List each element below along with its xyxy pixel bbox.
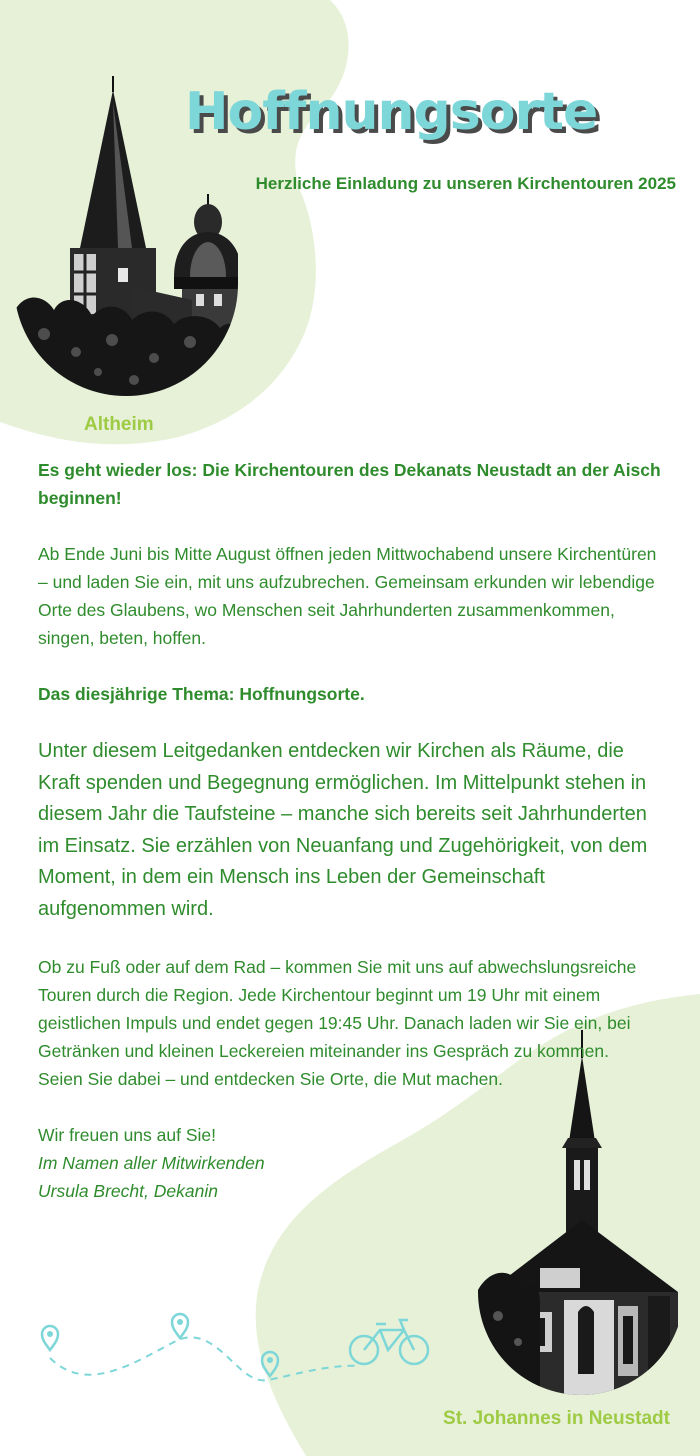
tour-paragraph xyxy=(38,953,668,1093)
closing-block xyxy=(38,1121,668,1205)
theme-heading: Das diesjährige Thema: Hoffnungsorte. xyxy=(38,684,365,704)
route-illustration xyxy=(28,1300,448,1400)
location-label-neustadt: St. Johannes in Neustadt xyxy=(443,1408,670,1429)
theme-paragraph: Unter diesem Leitgedanken entdecken wir Kirchen als Räume, die Kraft spenden und Begegnung ermöglichen. Im Mittelpunkt stehen in diesem Jahr die Taufsteine – manche sich bereits seit Jahrhunderten im Einsatz. Sie erzählen von Neuanfang und Zugehörigkeit, von dem Moment, in dem ein Mensch ins Leben der Gemeinschaft aufgenommen wird. xyxy=(38,740,648,920)
tour-invite: Seien Sie dabei – und entdecken Sie Orte, die Mut machen. xyxy=(38,1069,504,1089)
signature-line-1: Im Namen aller Mitwirkenden xyxy=(38,1153,265,1173)
page-title: Hoffnungsorte xyxy=(185,82,598,142)
map-pin-icon xyxy=(172,1314,188,1338)
bicycle-icon xyxy=(350,1320,428,1364)
intro-paragraph: Ab Ende Juni bis Mitte August öffnen jeden Mittwochabend unsere Kirchentüren – und laden Sie ein, mit uns aufzubrechen. Gemeinsam erkunden wir lebendige Orte des Glaubens, wo Menschen seit Jahrhunderten zusammenkommen, singen, beten, hoffen. xyxy=(38,544,657,648)
tour-text: Ob zu Fuß oder auf dem Rad – kommen Sie mit uns auf abwechslungsreiche Touren durch die Region. Jede Kirchentour beginnt um 19 Uhr mit einem geistlichen Impuls und endet gegen 19:45 Uhr. Danach laden wir Sie ein, bei Getränken und kleinen Leckereien miteinander ins Gespräch zu kommen. xyxy=(38,957,637,1061)
map-pin-icon xyxy=(42,1326,58,1350)
lead-paragraph: Es geht wieder los: Die Kirchentouren des Dekanats Neustadt an der Aisch beginnen! xyxy=(38,460,661,508)
letter-body xyxy=(38,456,668,1233)
location-label-altheim: Altheim xyxy=(84,414,154,435)
closing-text: Wir freuen uns auf Sie! xyxy=(38,1125,216,1145)
page-subtitle: Herzliche Einladung zu unseren Kirchentouren 2025 xyxy=(255,174,676,193)
signature-line-2: Ursula Brecht, Dekanin xyxy=(38,1181,218,1201)
map-pin-icon xyxy=(262,1352,278,1376)
